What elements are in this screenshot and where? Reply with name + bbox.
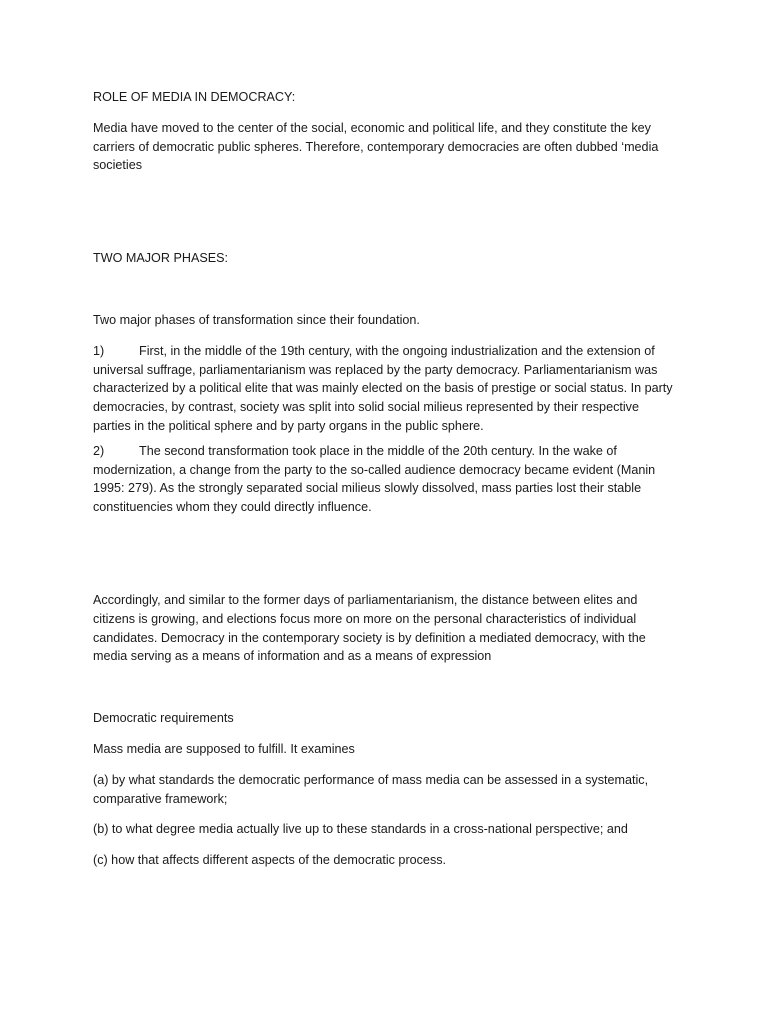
phase-2-paragraph <box>93 442 678 517</box>
item-b-paragraph: (b) to what degree media actually live up to these standards in a cross-national perspective; and <box>93 822 628 837</box>
item-a-paragraph: (a) by what standards the democratic performance of mass media can be assessed in a systematic, comparative framework; <box>93 772 649 806</box>
accordingly-paragraph: Accordingly, and similar to the former days of parliamentarianism, the distance between elites and citizens is growing, and elections focus more on more on the personal characteristics of individual candidates. Democracy in the contemporary society is by definition a mediated democracy, with the media serving as a means of information and as a means of expression <box>93 592 646 664</box>
heading-role-of-media: ROLE OF MEDIA IN DEMOCRACY: <box>93 90 296 104</box>
phase-2-number: 2) <box>93 443 105 458</box>
item-c-paragraph: (c) how that affects different aspects of the democratic process. <box>93 853 447 868</box>
phase-1-paragraph <box>93 342 678 436</box>
phase-1-text: First, in the middle of the 19th century, with the ongoing industrialization and the extension of universal suffrage, parliamentarianism was replaced by the party democracy. Parliamentarianism was characterized by a political elite that was mainly elected on the basis of prestige or social status. In party democracies, by contrast, society was split into solid social milieus represented by their respective parties in the political sphere and by party organs in the public sphere. <box>93 343 673 433</box>
phases-intro-paragraph: Two major phases of transformation since their foundation. <box>93 312 420 327</box>
phase-2-text: The second transformation took place in the middle of the 20th century. In the wake of modernization, a change from the party to the so-called audience democracy became evident (Manin 1995: 279). As the strongly separated social milieus slowly dissolved, mass parties lost their stable constituencies whom they could directly influence. <box>93 443 656 515</box>
requirements-intro-paragraph: Mass media are supposed to fulfill. It examines <box>93 741 355 756</box>
heading-democratic-requirements: Democratic requirements <box>93 711 234 726</box>
document-page <box>93 88 678 870</box>
heading-two-major-phases: TWO MAJOR PHASES: <box>93 251 229 266</box>
phase-1-number: 1) <box>93 343 105 358</box>
intro-paragraph: Media have moved to the center of the social, economic and political life, and they constitute the key carriers of democratic public spheres. Therefore, contemporary democracies are often dubbed ‘media societies <box>93 120 659 173</box>
